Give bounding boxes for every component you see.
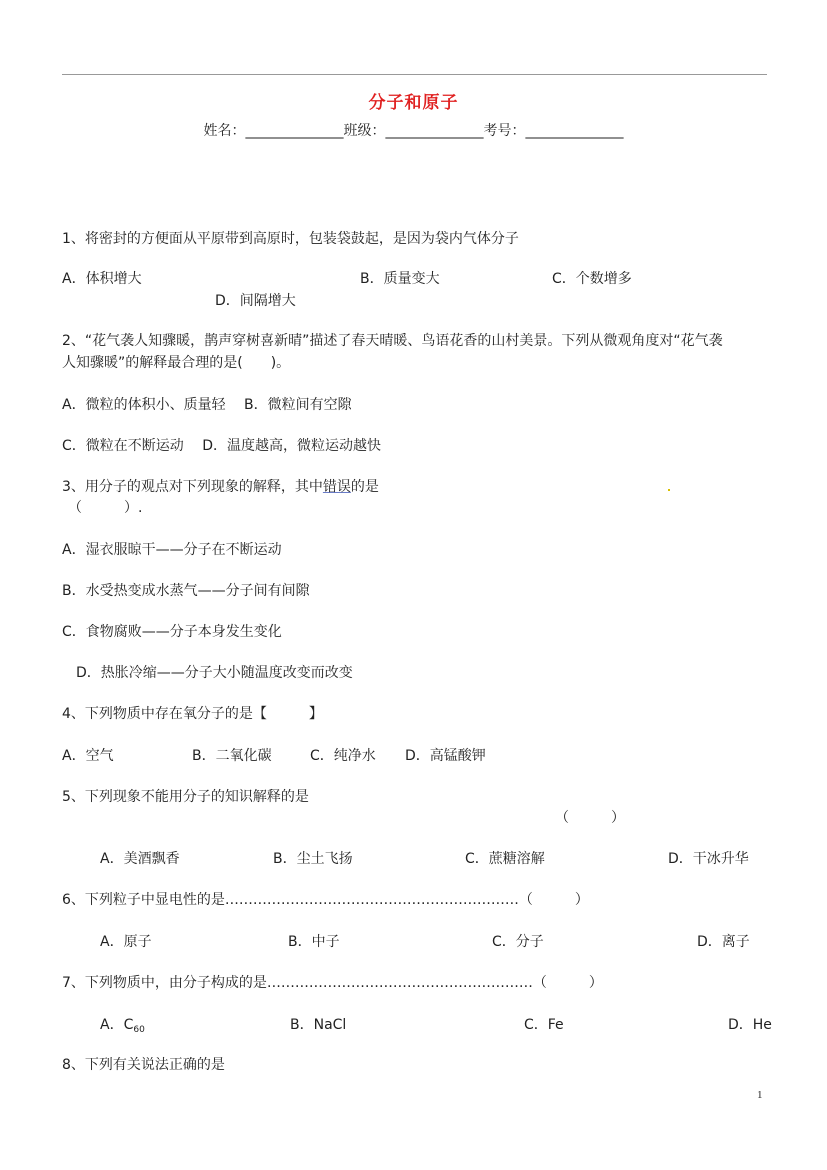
question-7-option-a xyxy=(100,1014,145,1034)
question-6-option-c: C．分子 xyxy=(492,934,544,950)
question-6-option-a: A．原子 xyxy=(100,934,152,950)
question-3-option-b: B．水受热变成水蒸气——分子间有间隙 xyxy=(62,583,310,599)
page-number: 1 xyxy=(757,1089,763,1101)
question-1-stem: 1、将密封的方便面从平原带到高原时，包装袋鼓起，是因为袋内气体分子 xyxy=(62,231,519,247)
question-2-options-ab: A．微粒的体积小、质量轻 B．微粒间有空隙 xyxy=(62,397,352,413)
question-7-stem: 7、下列物质中，由分子构成的是…………………………………………………（ ） xyxy=(62,975,603,991)
question-4-stem: 4、下列物质中存在氧分子的是【 】 xyxy=(62,706,323,722)
question-4-option-b: B．二氧化碳 xyxy=(192,748,272,764)
question-6-option-b: B．中子 xyxy=(288,934,340,950)
question-4-option-a: A．空气 xyxy=(62,748,114,764)
question-3-stem-emphasis: 错误 xyxy=(322,479,351,495)
question-6-option-d: D．离子 xyxy=(697,934,750,950)
question-6-stem: 6、下列粒子中显电性的是………………………………………………………（ ） xyxy=(62,892,589,908)
question-7-option-b: B．NaCl xyxy=(290,1017,347,1033)
question-5-stem: 5、下列现象不能用分子的知识解释的是 xyxy=(62,789,309,805)
question-2-stem-line-2: 人知骤暖”的解释最合理的是( )。 xyxy=(62,355,291,371)
question-4-option-c: C．纯净水 xyxy=(310,748,376,764)
question-5-option-a: A．美酒飘香 xyxy=(100,851,180,867)
question-5-option-c: C．蔗糖溶解 xyxy=(465,851,545,867)
question-1-option-a: A．体积增大 xyxy=(62,271,142,287)
question-1-option-b: B．质量变大 xyxy=(360,271,440,287)
page-title: 分子和原子 xyxy=(368,93,459,113)
question-7-option-d: D．He xyxy=(728,1017,772,1033)
question-1-option-c: C．个数增多 xyxy=(552,271,632,287)
question-3-stem xyxy=(62,476,379,496)
question-3-stem-post: 的是 xyxy=(350,479,379,495)
question-2-stem-line-1: 2、“花气袭人知骤暖，鹊声穿树喜新晴”描述了春天晴暖、鸟语花香的山村美景。下列从微观角度对“花气袭 xyxy=(62,333,723,349)
question-5-option-b: B．尘土飞扬 xyxy=(273,851,353,867)
question-7-option-c: C．Fe xyxy=(524,1017,564,1033)
question-3-option-d: D．热胀冷缩——分子大小随温度改变而改变 xyxy=(76,665,353,681)
question-7-option-a-text: A．C xyxy=(100,1017,134,1033)
stray-mark xyxy=(668,489,670,491)
question-5-option-d: D．干冰升华 xyxy=(668,851,749,867)
question-1-option-d: D．间隔增大 xyxy=(215,293,296,309)
question-7-option-a-subscript: 60 xyxy=(133,1025,145,1035)
question-3-stem-pre: 3、用分子的观点对下列现象的解释，其中 xyxy=(62,479,323,495)
question-3-option-c: C．食物腐败——分子本身发生变化 xyxy=(62,624,282,640)
header-rule xyxy=(62,74,767,75)
question-4-option-d: D．高锰酸钾 xyxy=(405,748,486,764)
question-3-option-a: A．湿衣服晾干——分子在不断运动 xyxy=(62,542,282,558)
question-3-answer-paren: （ ）. xyxy=(68,500,143,516)
question-5-answer-paren: （ ） xyxy=(555,810,625,826)
question-2-options-cd: C．微粒在不断运动 D．温度越高，微粒运动越快 xyxy=(62,438,382,454)
student-info-line: 姓名：______________班级：______________考号：______________ xyxy=(203,123,624,139)
question-8-stem: 8、下列有关说法正确的是 xyxy=(62,1057,225,1073)
